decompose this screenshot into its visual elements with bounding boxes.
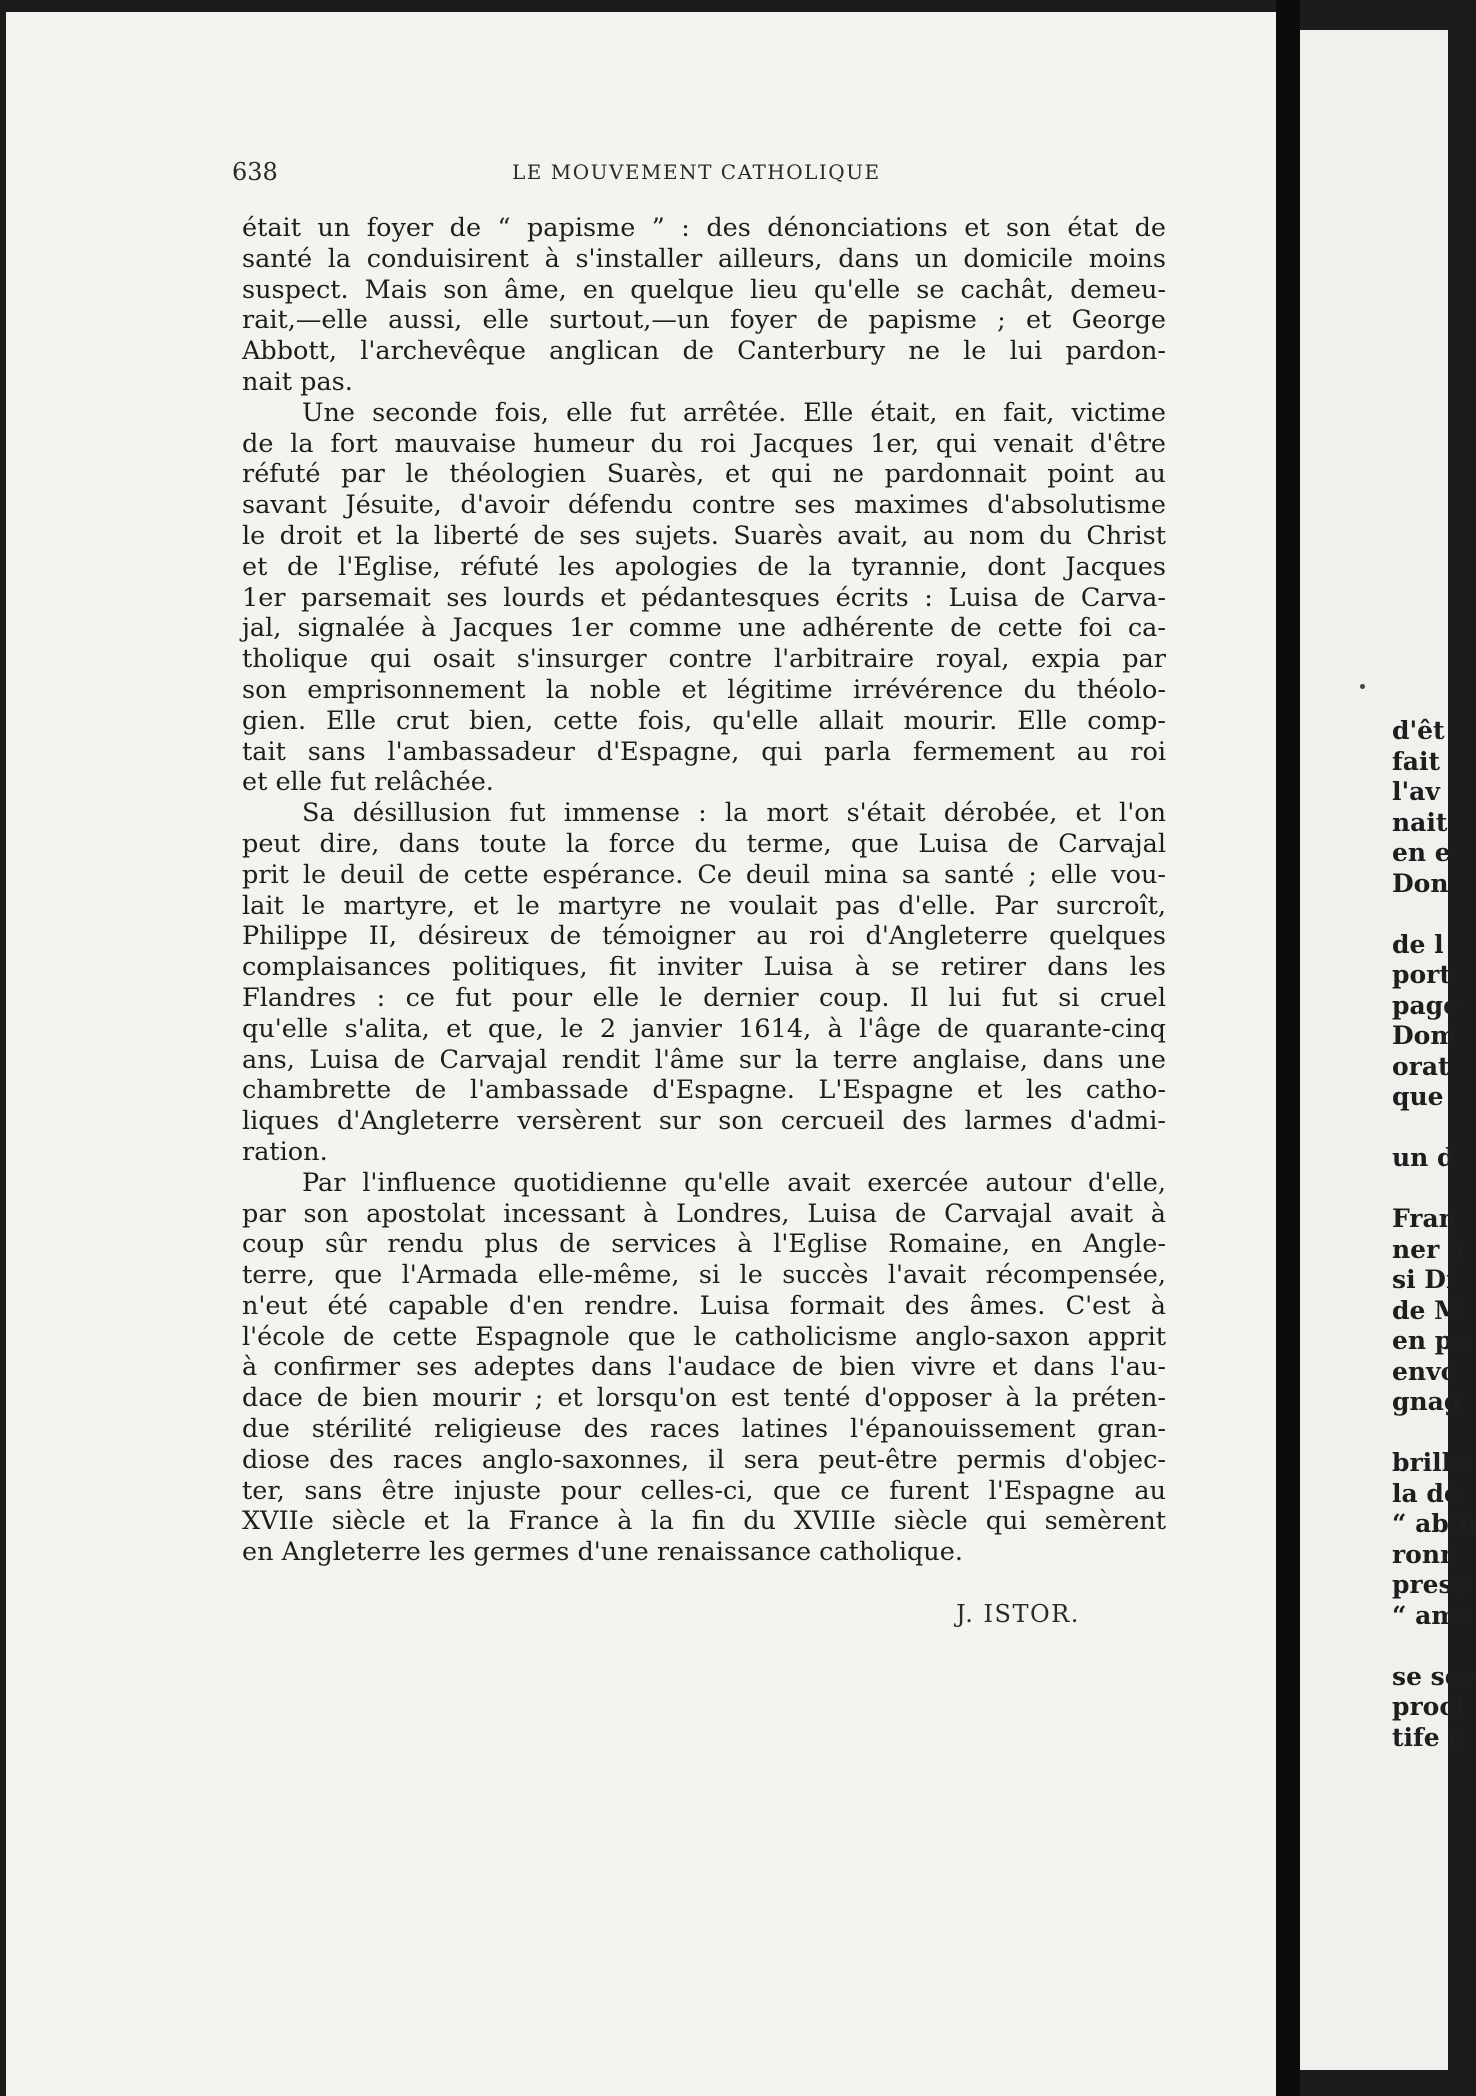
- text-line: peut dire, dans toute la force du terme, que Luisa de Carvajal: [242, 828, 1166, 859]
- page-header: [232, 158, 1132, 188]
- text-line: par son apostolat incessant à Londres, Luisa de Carvajal avait à: [242, 1198, 1166, 1229]
- right-page-fragment: [1392, 1174, 1472, 1205]
- text-line: l'école de cette Espagnole que le catholicisme anglo-saxon apprit: [242, 1321, 1166, 1352]
- text-line: rait,—elle aussi, elle surtout,—un foyer de papisme ; et George: [242, 305, 1166, 336]
- text-line: réfuté par le théologien Suarès, et qui ne pardonnait point au: [242, 459, 1166, 490]
- text-line: en Angleterre les germes d'une renaissance catholique.: [242, 1537, 963, 1568]
- text-line: son emprisonnement la noble et légitime irrévérence du théolo-: [242, 674, 1166, 705]
- text-line: qu'elle s'alita, et que, le 2 janvier 1614, à l'âge de quarante-cinq: [242, 1013, 1166, 1044]
- right-page-fragment: que: [1392, 1082, 1444, 1111]
- text-line: lait le martyre, et le martyre ne voulait pas d'elle. Par surcroît,: [242, 890, 1166, 921]
- right-page-text: [1392, 716, 1476, 1753]
- right-page-fragment: [1392, 899, 1472, 930]
- text-line: à confirmer ses adeptes dans l'audace de bien vivre et dans l'au-: [242, 1352, 1166, 1383]
- right-page-fragment: Don: [1392, 868, 1449, 898]
- right-page-fragment: de M: [1392, 1295, 1462, 1325]
- text-line: santé la conduisirent à s'installer ailleurs, dans un domicile moins: [242, 243, 1166, 274]
- right-page-fragment: press: [1392, 1570, 1467, 1599]
- right-page-fragment: ronn: [1392, 1539, 1459, 1569]
- text-line: de la fort mauvaise humeur du roi Jacques 1er, qui venait d'être: [242, 428, 1166, 459]
- text-line: Flandres : ce fut pour elle le dernier coup. Il lui fut si cruel: [242, 982, 1166, 1013]
- text-line: liques d'Angleterre versèrent sur son cercueil des larmes d'admi-: [242, 1106, 1166, 1137]
- text-line: n'eut été capable d'en rendre. Luisa formait des âmes. C'est à: [242, 1290, 1166, 1321]
- text-line: savant Jésuite, d'avoir défendu contre ses maximes d'absolutisme: [242, 490, 1166, 521]
- right-page-fragment: page: [1392, 990, 1460, 1020]
- right-page: [1300, 30, 1476, 2070]
- text-line: diose des races anglo-saxonnes, il sera peut-être permis d'objec-: [242, 1444, 1166, 1475]
- text-line: ration.: [242, 1136, 328, 1167]
- text-line: 1er parsemait ses lourds et pédantesques écrits : Luisa de Carva-: [242, 582, 1166, 613]
- right-page-fragment: si Di: [1392, 1265, 1456, 1294]
- right-page-fragment: envo: [1392, 1356, 1458, 1386]
- text-line: prit le deuil de cette espérance. Ce deuil mina sa santé ; elle vou-: [242, 859, 1166, 890]
- right-page-fragment: [1392, 1113, 1472, 1144]
- right-page-fragment: brille: [1392, 1448, 1468, 1477]
- text-line: tholique qui osait s'insurger contre l'arbitraire royal, expia par: [242, 644, 1166, 675]
- right-page-fragment: un d: [1392, 1143, 1455, 1172]
- text-line: Abbott, l'archevêque anglican de Canterbury ne le lui pardon-: [242, 336, 1166, 367]
- book-gutter: [1276, 0, 1300, 2096]
- text-line: suspect. Mais son âme, en quelque lieu qu'elle se cachât, demeu-: [242, 274, 1166, 305]
- right-page-fragment: Dom: [1392, 1021, 1457, 1050]
- text-line: Par l'influence quotidienne qu'elle avait exercée autour d'elle,: [302, 1167, 1166, 1198]
- text-line: jal, signalée à Jacques 1er comme une adhérente de cette foi ca-: [242, 613, 1166, 644]
- text-line: et elle fut relâchée.: [242, 767, 494, 798]
- page-number: 638: [232, 158, 278, 186]
- text-line: due stérilité religieuse des races latines l'épanouissement gran-: [242, 1414, 1166, 1445]
- right-page-fragment: d'êt: [1392, 716, 1445, 745]
- text-line: et de l'Eglise, réfuté les apologies de la tyrannie, dont Jacques: [242, 551, 1166, 582]
- text-line: tait sans l'ambassadeur d'Espagne, qui parla fermement au roi: [242, 736, 1166, 767]
- right-page-fragment: ner à: [1392, 1234, 1465, 1264]
- running-title: LE MOUVEMENT CATHOLIQUE: [512, 160, 881, 184]
- right-page-fragment: la dé: [1392, 1478, 1460, 1508]
- right-page-fragment: Fran: [1392, 1204, 1457, 1233]
- article-body: [242, 213, 1166, 1568]
- right-page-fragment: “ amc: [1392, 1600, 1473, 1630]
- right-page-fragment: en pe: [1392, 1326, 1469, 1355]
- text-line: Une seconde fois, elle fut arrêtée. Elle était, en fait, victime: [302, 397, 1166, 428]
- right-page-fragment: port: [1392, 960, 1451, 989]
- text-line: XVIIe siècle et la France à la fin du XVIIIe siècle qui semèrent: [242, 1506, 1166, 1537]
- text-line: complaisances politiques, fit inviter Luisa à se retirer dans les: [242, 952, 1166, 983]
- text-line: gien. Elle crut bien, cette fois, qu'elle allait mourir. Elle comp-: [242, 705, 1166, 736]
- text-line: le droit et la liberté de ses sujets. Suarès avait, au nom du Christ: [242, 520, 1166, 551]
- text-line: dace de bien mourir ; et lorsqu'on est tenté d'opposer à la préten-: [242, 1383, 1166, 1414]
- right-page-fragment: fait: [1392, 746, 1440, 776]
- right-page-fragment: nait: [1392, 807, 1448, 837]
- right-page-fragment: se ser: [1392, 1661, 1474, 1691]
- text-line: Sa désillusion fut immense : la mort s'était dérobée, et l'on: [302, 798, 1166, 829]
- right-page-fragment: tife e: [1392, 1722, 1465, 1752]
- text-line: chambrette de l'ambassade d'Espagne. L'Espagne et les catho-: [242, 1075, 1166, 1106]
- text-line: coup sûr rendu plus de services à l'Eglise Romaine, en Angle-: [242, 1229, 1166, 1260]
- text-line: était un foyer de “ papisme ” : des dénonciations et son état de: [242, 213, 1166, 243]
- author-signature: J. ISTOR.: [956, 1600, 1080, 1628]
- text-line: ter, sans être injuste pour celles-ci, que ce furent l'Espagne au: [242, 1475, 1166, 1506]
- right-page-fragment: [1392, 1418, 1472, 1449]
- text-line: terre, que l'Armada elle-même, si le succès l'avait récompensée,: [242, 1260, 1166, 1291]
- right-page-fragment: en e: [1392, 838, 1451, 867]
- text-line: ans, Luisa de Carvajal rendit l'âme sur la terre anglaise, dans une: [242, 1044, 1166, 1075]
- right-page-fragment: orat: [1392, 1051, 1450, 1081]
- right-page-fragment: gnag: [1392, 1387, 1462, 1416]
- text-line: Philippe II, désireux de témoigner au roi d'Angleterre quelques: [242, 921, 1166, 952]
- ink-dot: [1360, 684, 1365, 689]
- text-line: nait pas.: [242, 366, 353, 397]
- right-page-fragment: de l: [1392, 929, 1444, 959]
- right-page-fragment: [1392, 1631, 1472, 1662]
- right-page-fragment: procl: [1392, 1692, 1465, 1721]
- right-page-fragment: “ abîn: [1392, 1509, 1476, 1538]
- right-page-fragment: l'av: [1392, 777, 1440, 806]
